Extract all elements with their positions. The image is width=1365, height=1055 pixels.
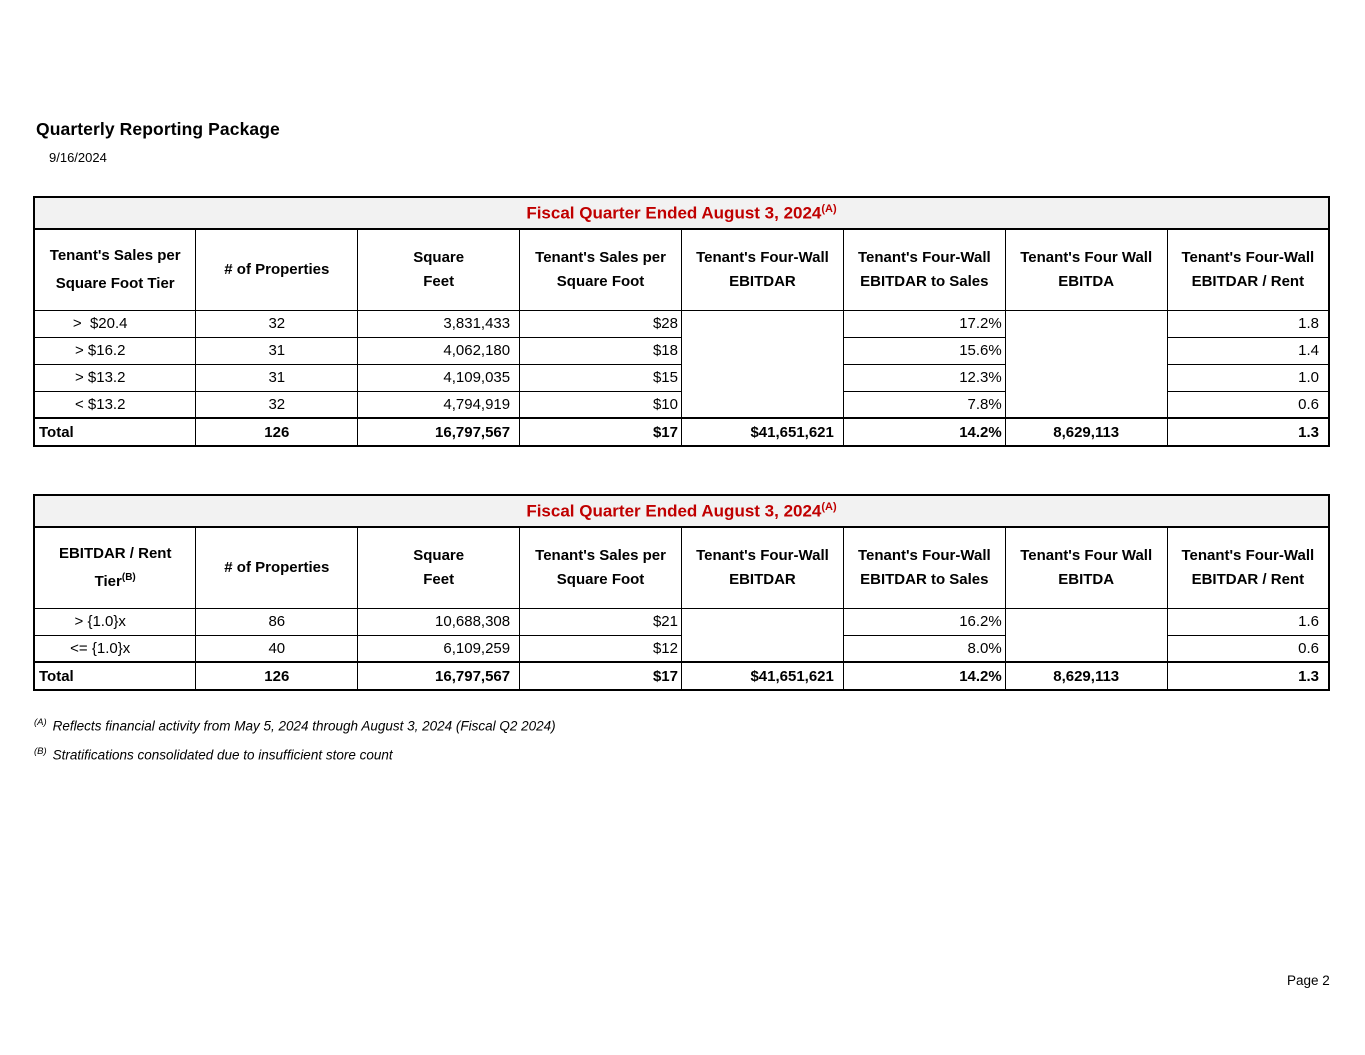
total-ebitdar-to-sales: 14.2% (843, 418, 1005, 446)
empty-ebitdar-cell (682, 608, 844, 662)
ebitdar-rent-cell: 0.6 (1167, 635, 1329, 662)
header-line: Tenant's Four-Wall (857, 546, 991, 564)
header-line: EBITDAR / Rent (1191, 272, 1305, 290)
report-date: 9/16/2024 (49, 150, 107, 165)
total-ebitdar-rent: 1.3 (1167, 418, 1329, 446)
ebitdar-to-sales-cell: 12.3% (843, 364, 1005, 391)
header-line: EBITDAR / Rent (1191, 570, 1305, 588)
table2-banner-row (34, 495, 1329, 527)
footnote-b-marker: (B) (34, 745, 47, 757)
total-ebitda: 8,629,113 (1005, 418, 1167, 446)
header-line: Tenant's Sales per (535, 248, 666, 266)
properties-cell: 31 (196, 364, 358, 391)
table2-banner (34, 495, 1329, 527)
total-ebitda: 8,629,113 (1005, 662, 1167, 690)
empty-ebitda-cell (1005, 608, 1167, 662)
total-ebitdar-rent: 1.3 (1167, 662, 1329, 690)
total-square-feet: 16,797,567 (358, 418, 520, 446)
properties-cell: 31 (196, 337, 358, 364)
banner-superscript: (A) (821, 202, 837, 215)
column-header-sales-per-sqft (520, 229, 682, 310)
total-row (34, 662, 1329, 690)
header-line: Feet (423, 570, 455, 588)
tier-cell: <= {1.0}x (34, 635, 196, 662)
footnote-a (34, 714, 556, 736)
column-header-ebitda (1005, 229, 1167, 310)
empty-ebitdar-cell (682, 310, 844, 418)
column-header-ebitdar-to-sales (843, 229, 1005, 310)
header-line: Square (413, 248, 465, 266)
total-label: Total (34, 662, 196, 690)
sales-per-sqft-cell: $10 (520, 391, 682, 418)
sales-per-sqft-cell: $21 (520, 608, 682, 635)
header-line: # of Properties (224, 260, 330, 278)
tier-cell: > {1.0}x (34, 608, 196, 635)
column-header-ebitdar-rent (1167, 229, 1329, 310)
table1-header-row (34, 229, 1329, 310)
header-line: Square Foot (556, 272, 645, 290)
empty-ebitda-cell (1005, 310, 1167, 418)
ebitdar-rent-cell: 1.8 (1167, 310, 1329, 337)
ebitdar-to-sales-cell: 17.2% (843, 310, 1005, 337)
footnote-a-marker: (A) (34, 717, 47, 728)
square-feet-cell: 3,831,433 (358, 310, 520, 337)
header-line: Tenant's Four-Wall (857, 248, 991, 266)
header-line: EBITDAR to Sales (860, 570, 989, 588)
column-header-ebitdar-to-sales (843, 527, 1005, 608)
table1-banner-row (34, 197, 1329, 229)
header-line: EBITDA (1058, 570, 1115, 588)
tier-cell: > $20.4 (34, 310, 196, 337)
column-header-tier (34, 229, 196, 310)
properties-cell: 40 (196, 635, 358, 662)
total-ebitdar-to-sales: 14.2% (843, 662, 1005, 690)
ebitdar-to-sales-cell: 15.6% (843, 337, 1005, 364)
total-ebitdar: $41,651,621 (682, 662, 844, 690)
header-line: Square (413, 546, 465, 564)
ebitdar-rent-cell: 1.6 (1167, 608, 1329, 635)
ebitdar-to-sales-cell: 7.8% (843, 391, 1005, 418)
column-header-tier (34, 527, 196, 608)
header-line: Tenant's Four-Wall (1181, 546, 1315, 564)
sales-per-sqft-cell: $28 (520, 310, 682, 337)
footnote-b-text: Stratifications consolidated due to insufficient store count (52, 747, 393, 762)
header-line: Tenant's Sales per (49, 246, 181, 264)
sales-per-sqft-tier-table (33, 196, 1330, 447)
sales-per-sqft-cell: $18 (520, 337, 682, 364)
header-line-text: Tier (94, 572, 122, 590)
total-properties: 126 (196, 418, 358, 446)
header-line: Tenant's Four Wall (1020, 546, 1153, 564)
footnotes (34, 714, 556, 771)
banner-text: Fiscal Quarter Ended August 3, 2024 (526, 203, 822, 223)
tier-cell: < $13.2 (34, 391, 196, 418)
total-sales-per-sqft: $17 (520, 662, 682, 690)
square-feet-cell: 6,109,259 (358, 635, 520, 662)
table-row (34, 310, 1329, 337)
header-line: # of Properties (224, 558, 330, 576)
column-header-sales-per-sqft (520, 527, 682, 608)
header-line: Tenant's Four-Wall (696, 546, 829, 564)
properties-cell: 32 (196, 391, 358, 418)
header-superscript: (B) (121, 571, 136, 583)
header-line: Tenant's Four-Wall (1181, 248, 1315, 266)
page-title: Quarterly Reporting Package (36, 119, 280, 139)
table-row (34, 608, 1329, 635)
header-line: Feet (423, 272, 455, 290)
properties-cell: 32 (196, 310, 358, 337)
banner-text: Fiscal Quarter Ended August 3, 2024 (526, 501, 822, 521)
total-row (34, 418, 1329, 446)
tier-cell: > $16.2 (34, 337, 196, 364)
page-number: Page 2 (1287, 973, 1330, 988)
table2-header-row (34, 527, 1329, 608)
header-line (35, 566, 195, 594)
header-line: EBITDAR to Sales (860, 272, 989, 290)
total-square-feet: 16,797,567 (358, 662, 520, 690)
tier-cell: > $13.2 (34, 364, 196, 391)
header-line: Square Foot (556, 570, 645, 588)
banner-superscript: (A) (821, 500, 837, 513)
header-line (35, 268, 195, 296)
column-header-square-feet (358, 527, 520, 608)
ebitdar-rent-cell: 0.6 (1167, 391, 1329, 418)
header-line: EBITDAR / Rent (58, 544, 172, 562)
table1-banner (34, 197, 1329, 229)
sales-per-sqft-cell: $12 (520, 635, 682, 662)
column-header-ebitdar (682, 229, 844, 310)
ebitdar-rent-cell: 1.4 (1167, 337, 1329, 364)
column-header-ebitdar (682, 527, 844, 608)
ebitdar-to-sales-cell: 8.0% (843, 635, 1005, 662)
total-properties: 126 (196, 662, 358, 690)
ebitdar-to-sales-cell: 16.2% (843, 608, 1005, 635)
footnote-b (34, 743, 556, 765)
column-header-properties (196, 229, 358, 310)
total-ebitdar: $41,651,621 (682, 418, 844, 446)
header-line: Tenant's Sales per (535, 546, 666, 564)
ebitdar-rent-cell: 1.0 (1167, 364, 1329, 391)
header-line-text: Square Foot Tier (55, 274, 175, 292)
header-line: EBITDAR (729, 570, 796, 588)
sales-per-sqft-cell: $15 (520, 364, 682, 391)
header-line: EBITDAR (729, 272, 796, 290)
header-line: EBITDA (1058, 272, 1115, 290)
header-line: Tenant's Four Wall (1020, 248, 1153, 266)
column-header-ebitda (1005, 527, 1167, 608)
column-header-ebitdar-rent (1167, 527, 1329, 608)
square-feet-cell: 4,109,035 (358, 364, 520, 391)
column-header-square-feet (358, 229, 520, 310)
square-feet-cell: 10,688,308 (358, 608, 520, 635)
ebitdar-rent-tier-table (33, 494, 1330, 691)
square-feet-cell: 4,062,180 (358, 337, 520, 364)
footnote-a-text: Reflects financial activity from May 5, 2024 through August 3, 2024 (Fiscal Q2 2024) (52, 718, 556, 734)
properties-cell: 86 (196, 608, 358, 635)
total-label: Total (34, 418, 196, 446)
square-feet-cell: 4,794,919 (358, 391, 520, 418)
total-sales-per-sqft: $17 (520, 418, 682, 446)
column-header-properties (196, 527, 358, 608)
header-line: Tenant's Four-Wall (696, 248, 829, 266)
